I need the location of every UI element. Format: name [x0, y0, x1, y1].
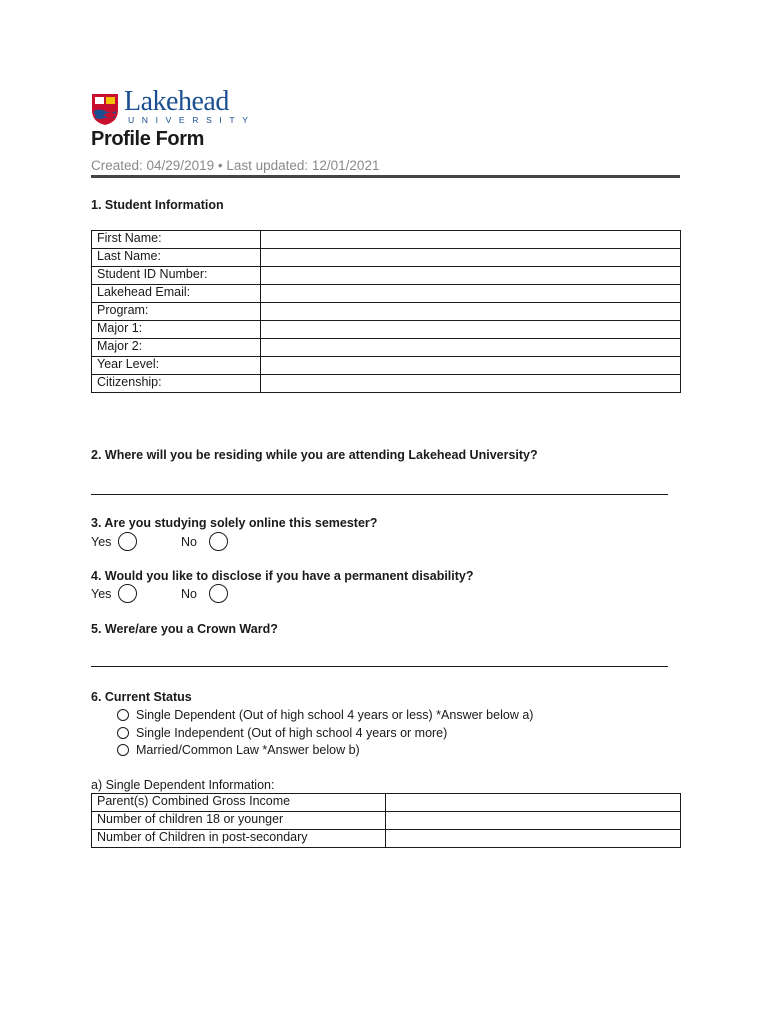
- parent-income-field[interactable]: [386, 794, 681, 812]
- table-row: [92, 357, 681, 375]
- table-row: [92, 375, 681, 393]
- radio-icon[interactable]: [117, 709, 129, 721]
- section-current-status-heading: 6. Current Status: [91, 690, 192, 704]
- field-label: Parent(s) Combined Gross Income: [92, 794, 386, 812]
- section-student-info-heading: 1. Student Information: [91, 198, 224, 212]
- table-row: [92, 339, 681, 357]
- table-row: [92, 267, 681, 285]
- page-title: Profile Form: [91, 128, 204, 150]
- field-label: Citizenship:: [92, 375, 261, 393]
- status-option-label: Married/Common Law *Answer below b): [136, 743, 360, 757]
- year-level-field[interactable]: [261, 357, 681, 375]
- online-yes-radio[interactable]: [118, 532, 137, 551]
- last-name-field[interactable]: [261, 249, 681, 267]
- table-row: [92, 231, 681, 249]
- field-label: Lakehead Email:: [92, 285, 261, 303]
- residence-answer-field[interactable]: [91, 478, 668, 494]
- status-option-single-independent[interactable]: [117, 726, 447, 740]
- student-id-field[interactable]: [261, 267, 681, 285]
- student-info-table: [91, 230, 681, 393]
- status-option-label: Single Independent (Out of high school 4 years or more): [136, 726, 448, 740]
- section-crown-ward-heading: 5. Were/are you a Crown Ward?: [91, 622, 278, 636]
- field-label: Number of Children in post-secondary: [92, 830, 386, 848]
- table-row: [92, 321, 681, 339]
- disability-no-radio[interactable]: [209, 584, 228, 603]
- disability-yes-label: Yes: [91, 587, 112, 601]
- dependent-info-table: [91, 793, 681, 848]
- online-no-label: No: [181, 535, 197, 549]
- status-option-label: Single Dependent (Out of high school 4 years or less) *Answer below a): [136, 708, 534, 722]
- status-option-single-dependent[interactable]: [117, 708, 533, 722]
- section-residence-heading: 2. Where will you be residing while you are attending Lakehead University?: [91, 448, 538, 462]
- field-label: Year Level:: [92, 357, 261, 375]
- online-no-radio[interactable]: [209, 532, 228, 551]
- program-field[interactable]: [261, 303, 681, 321]
- table-row: [92, 812, 681, 830]
- section-online-heading: 3. Are you studying solely online this semester?: [91, 516, 378, 530]
- radio-icon[interactable]: [117, 727, 129, 739]
- residence-answer-line: [91, 494, 668, 495]
- field-label: Number of children 18 or younger: [92, 812, 386, 830]
- online-yes-label: Yes: [91, 535, 112, 549]
- table-row: [92, 285, 681, 303]
- title-divider: [91, 175, 680, 178]
- radio-icon[interactable]: [117, 744, 129, 756]
- status-option-married[interactable]: [117, 743, 360, 757]
- crown-ward-answer-field[interactable]: [91, 650, 668, 666]
- major-2-field[interactable]: [261, 339, 681, 357]
- children-under-18-field[interactable]: [386, 812, 681, 830]
- page-meta: Created: 04/29/2019 • Last updated: 12/01/2021: [91, 158, 380, 173]
- section-dependent-info-heading: a) Single Dependent Information:: [91, 778, 275, 792]
- children-post-secondary-field[interactable]: [386, 830, 681, 848]
- logo-wordmark: Lakehead: [124, 86, 229, 117]
- logo-subtitle: UNIVERSITY: [128, 115, 256, 125]
- field-label: Major 2:: [92, 339, 261, 357]
- table-row: [92, 303, 681, 321]
- major-1-field[interactable]: [261, 321, 681, 339]
- field-label: Major 1:: [92, 321, 261, 339]
- citizenship-field[interactable]: [261, 375, 681, 393]
- crest-icon: [92, 94, 118, 125]
- table-row: [92, 794, 681, 812]
- table-row: [92, 830, 681, 848]
- table-row: [92, 249, 681, 267]
- section-disability-heading: 4. Would you like to disclose if you have a permanent disability?: [91, 569, 474, 583]
- field-label: Student ID Number:: [92, 267, 261, 285]
- disability-yes-radio[interactable]: [118, 584, 137, 603]
- field-label: Last Name:: [92, 249, 261, 267]
- email-field[interactable]: [261, 285, 681, 303]
- first-name-field[interactable]: [261, 231, 681, 249]
- field-label: Program:: [92, 303, 261, 321]
- disability-no-label: No: [181, 587, 197, 601]
- crown-ward-answer-line: [91, 666, 668, 667]
- field-label: First Name:: [92, 231, 261, 249]
